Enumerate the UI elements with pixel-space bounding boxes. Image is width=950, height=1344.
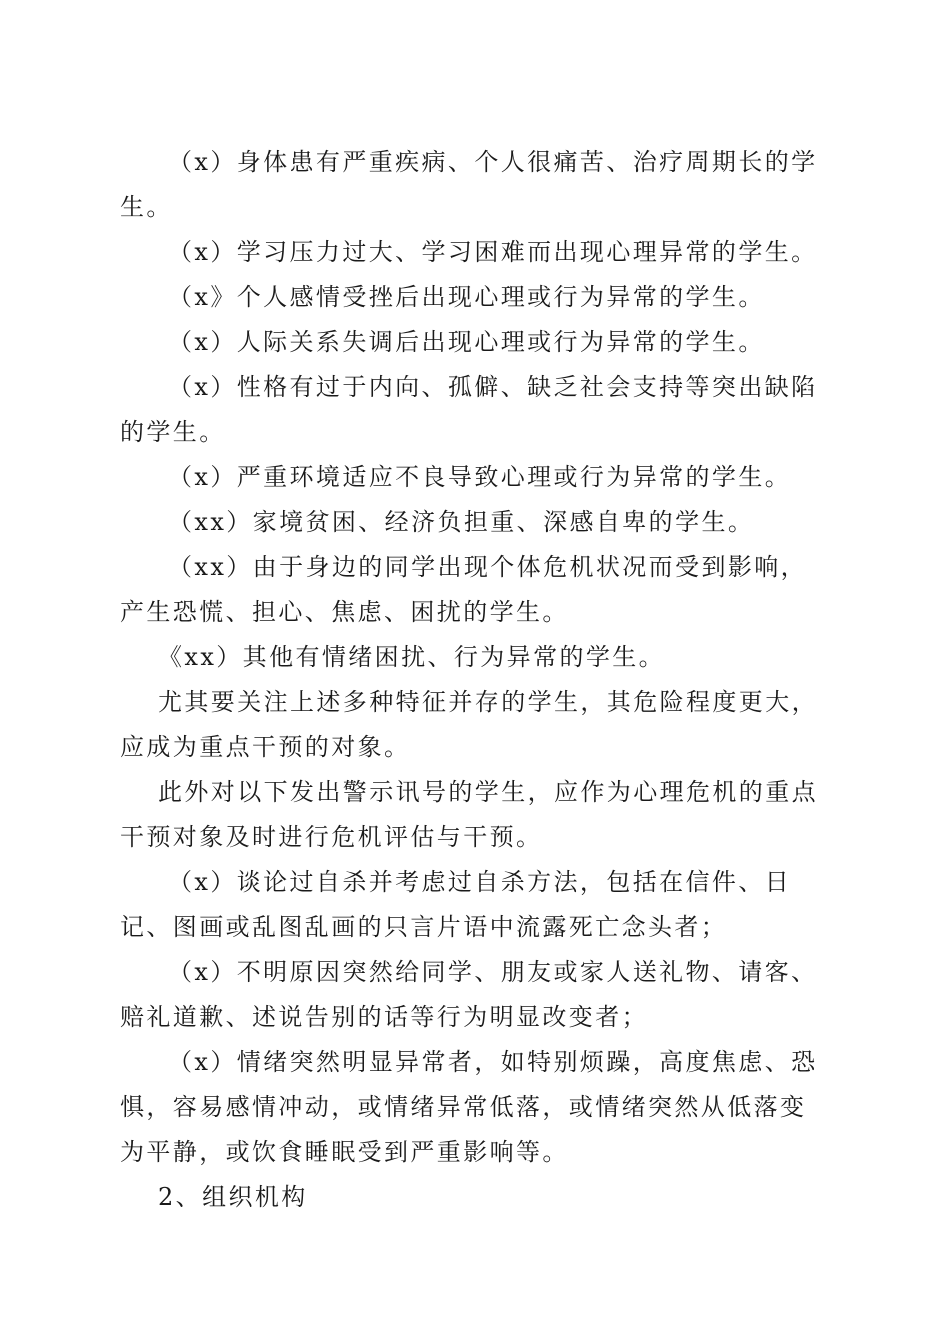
paragraph-1: （x）身体患有严重疾病、个人很痛苦、治疗周期长的学生。	[120, 148, 818, 221]
paragraph-7: （xx）家境贫困、经济负担重、深感自卑的学生。	[168, 508, 755, 536]
section-heading: 2、组织机构	[158, 1183, 308, 1211]
paragraph-12: （x）谈论过自杀并考虑过自杀方法，包括在信件、日记、图画或乱图乱画的只言片语中流露死亡念头者；	[120, 868, 792, 941]
paragraph-9: 《xx）其他有情绪困扰、行为异常的学生。	[158, 643, 666, 671]
paragraph-8: （xx）由于身边的同学出现个体危机状况而受到影响，产生恐慌、担心、焦虑、困扰的学生。	[120, 553, 808, 626]
paragraph-2: （x）学习压力过大、学习困难而出现心理异常的学生。	[168, 238, 818, 266]
paragraph-10: 尤其要关注上述多种特征并存的学生，其危险程度更大，应成为重点干预的对象。	[120, 688, 818, 761]
paragraph-14: （x）情绪突然明显异常者，如特别烦躁，高度焦虑、恐惧，容易感情冲动，或情绪异常低落，或情绪突然从低落变为平静，或饮食睡眠受到严重影响等。	[120, 1048, 818, 1166]
paragraph-13: （x）不明原因突然给同学、朋友或家人送礼物、请客、赔礼道歉、述说告别的话等行为明显改变者；	[120, 958, 818, 1031]
paragraph-4: （x）人际关系失调后出现心理或行为异常的学生。	[168, 328, 765, 356]
document-body	[120, 140, 830, 1220]
paragraph-11: 此外对以下发出警示讯号的学生，应作为心理危机的重点干预对象及时进行危机评估与干预。	[120, 778, 818, 851]
paragraph-3: （x》个人感情受挫后出现心理或行为异常的学生。	[168, 283, 765, 311]
paragraph-5: （x）性格有过于内向、孤僻、缺乏社会支持等突出缺陷的学生。	[120, 373, 818, 446]
paragraph-6: （x）严重环境适应不良导致心理或行为异常的学生。	[168, 463, 792, 491]
